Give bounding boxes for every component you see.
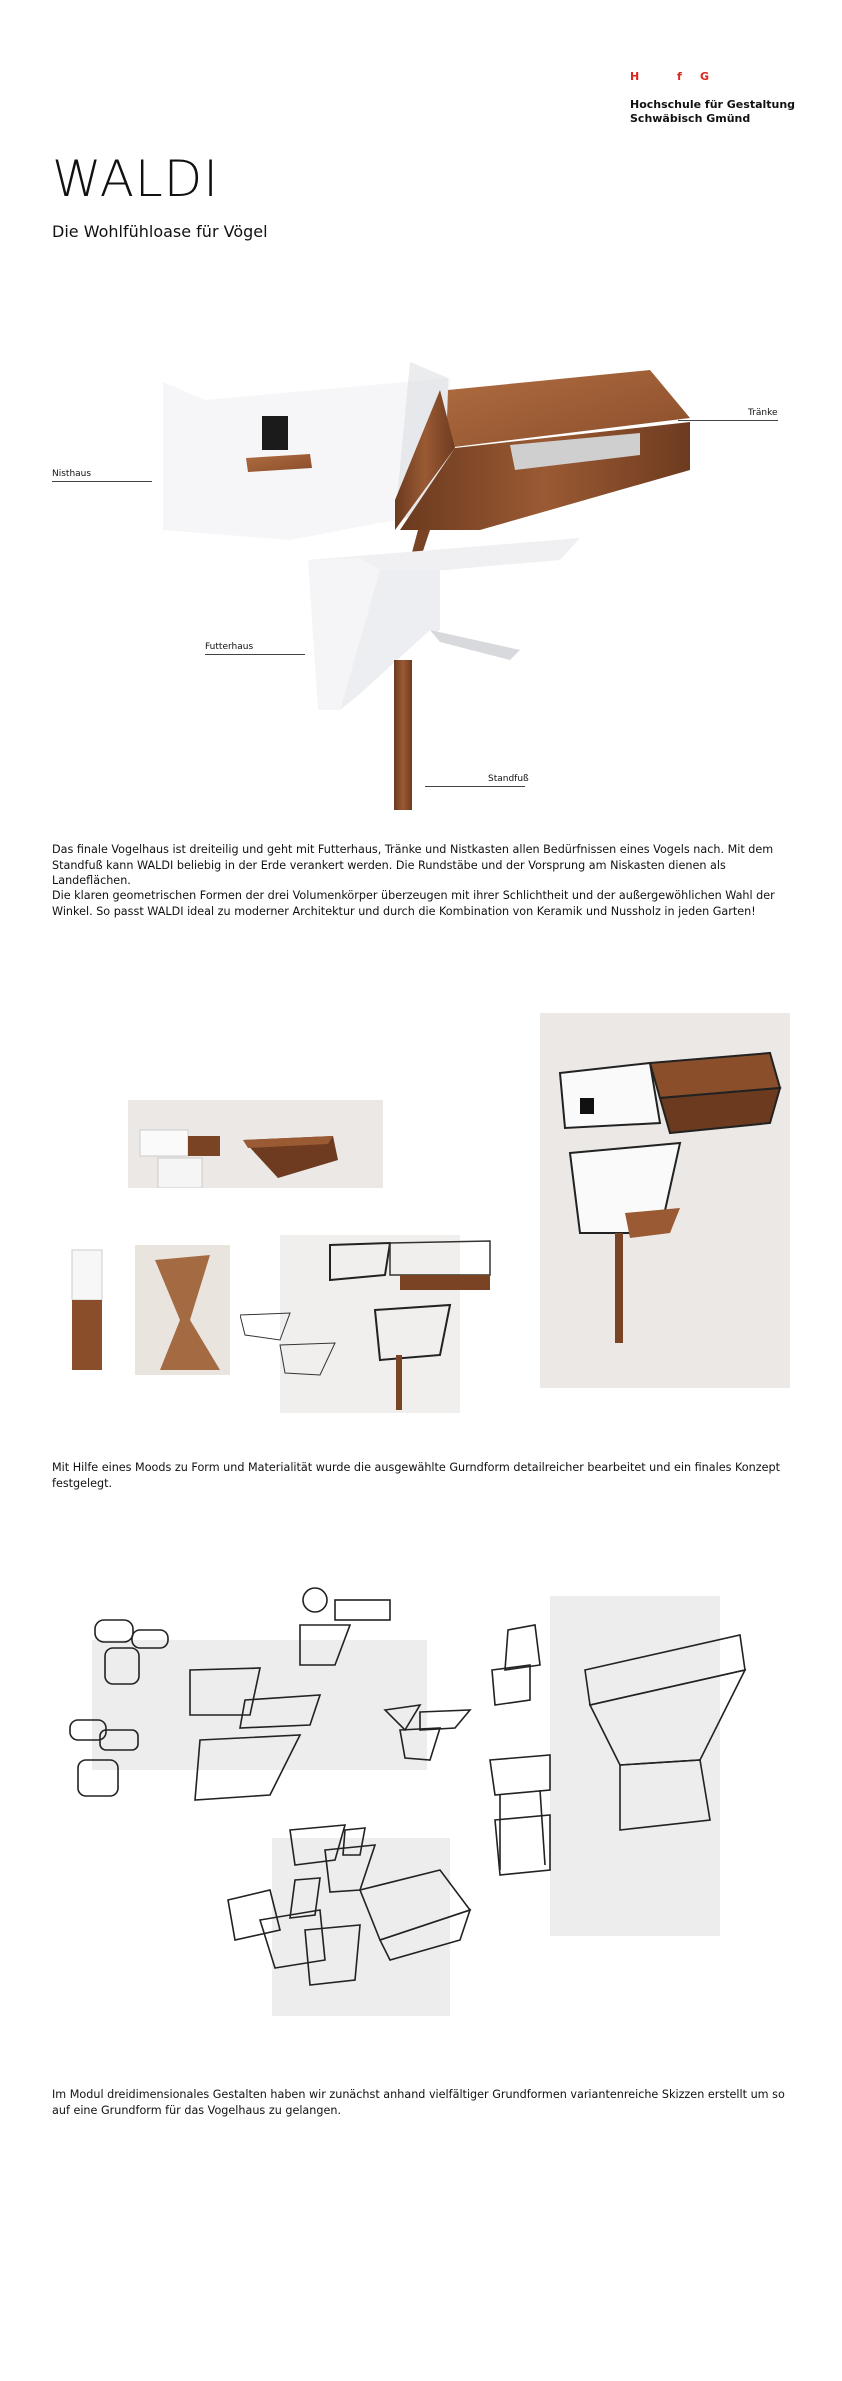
logo-letter-g: G <box>700 70 710 83</box>
school-name-line1: Hochschule für Gestaltung <box>630 98 796 111</box>
label-nisthaus: Nisthaus <box>52 469 92 479</box>
leader-traenke <box>678 420 778 421</box>
leader-nisthaus <box>52 481 152 482</box>
paragraph-description-1: Das finale Vogelhaus ist dreiteilig und geht mit Futterhaus, Tränke und Nistkasten allen Bedürfnissen eines Vogels nach. Mit dem Standfuß kann WALDI beliebig in der Erde verankert werden. Die Rundstäbe und der Vorsprung am Niskasten dienen als Landeflächen. <box>52 843 774 887</box>
sketches-drawing <box>60 1580 780 2020</box>
logo-letter-f: f <box>677 70 682 83</box>
paragraph-description-2: Die klaren geometrischen Formen der drei Volumenkörper überzeugen mit ihrer Schlichtheit und der außergewöhlichen Wahl der Winkel. So passt WALDI ideal zu moderner Architektur und durch die Kombination von Keramik und Nussholz in jeden Garten! <box>52 889 775 918</box>
mood-image-ceramic-wood <box>128 1100 383 1188</box>
leader-futterhaus <box>205 654 305 655</box>
label-traenke: Tränke <box>748 408 778 418</box>
paragraph-mood: Mit Hilfe eines Moods zu Form und Materialität wurde die ausgewählte Gurndform detailreicher bearbeitet und ein finales Konzept festgelegt. <box>52 1461 780 1490</box>
paragraph-sketches: Im Modul dreidimensionales Gestalten haben wir zunächst anhand vielfältiger Grundformen variantenreiche Skizzen erstellt um so auf eine Grundform für das Vogelhaus zu gelangen. <box>52 2088 785 2117</box>
page-title: WALDI <box>52 150 220 208</box>
mood-sketch-assembly <box>240 1235 500 1415</box>
label-futterhaus: Futterhaus <box>205 642 254 652</box>
leader-standfuss <box>425 786 525 787</box>
birdhouse-render <box>0 330 842 810</box>
logo-letter-h: H <box>630 70 640 83</box>
page-subtitle: Die Wohlfühloase für Vögel <box>52 222 268 241</box>
mood-image-vase-chair <box>60 1240 240 1380</box>
school-name-line2: Schwäbisch Gmünd <box>630 112 751 125</box>
label-standfuss: Standfuß <box>488 774 529 784</box>
mood-image-render <box>540 1013 790 1388</box>
standfuss-pole <box>394 660 412 810</box>
